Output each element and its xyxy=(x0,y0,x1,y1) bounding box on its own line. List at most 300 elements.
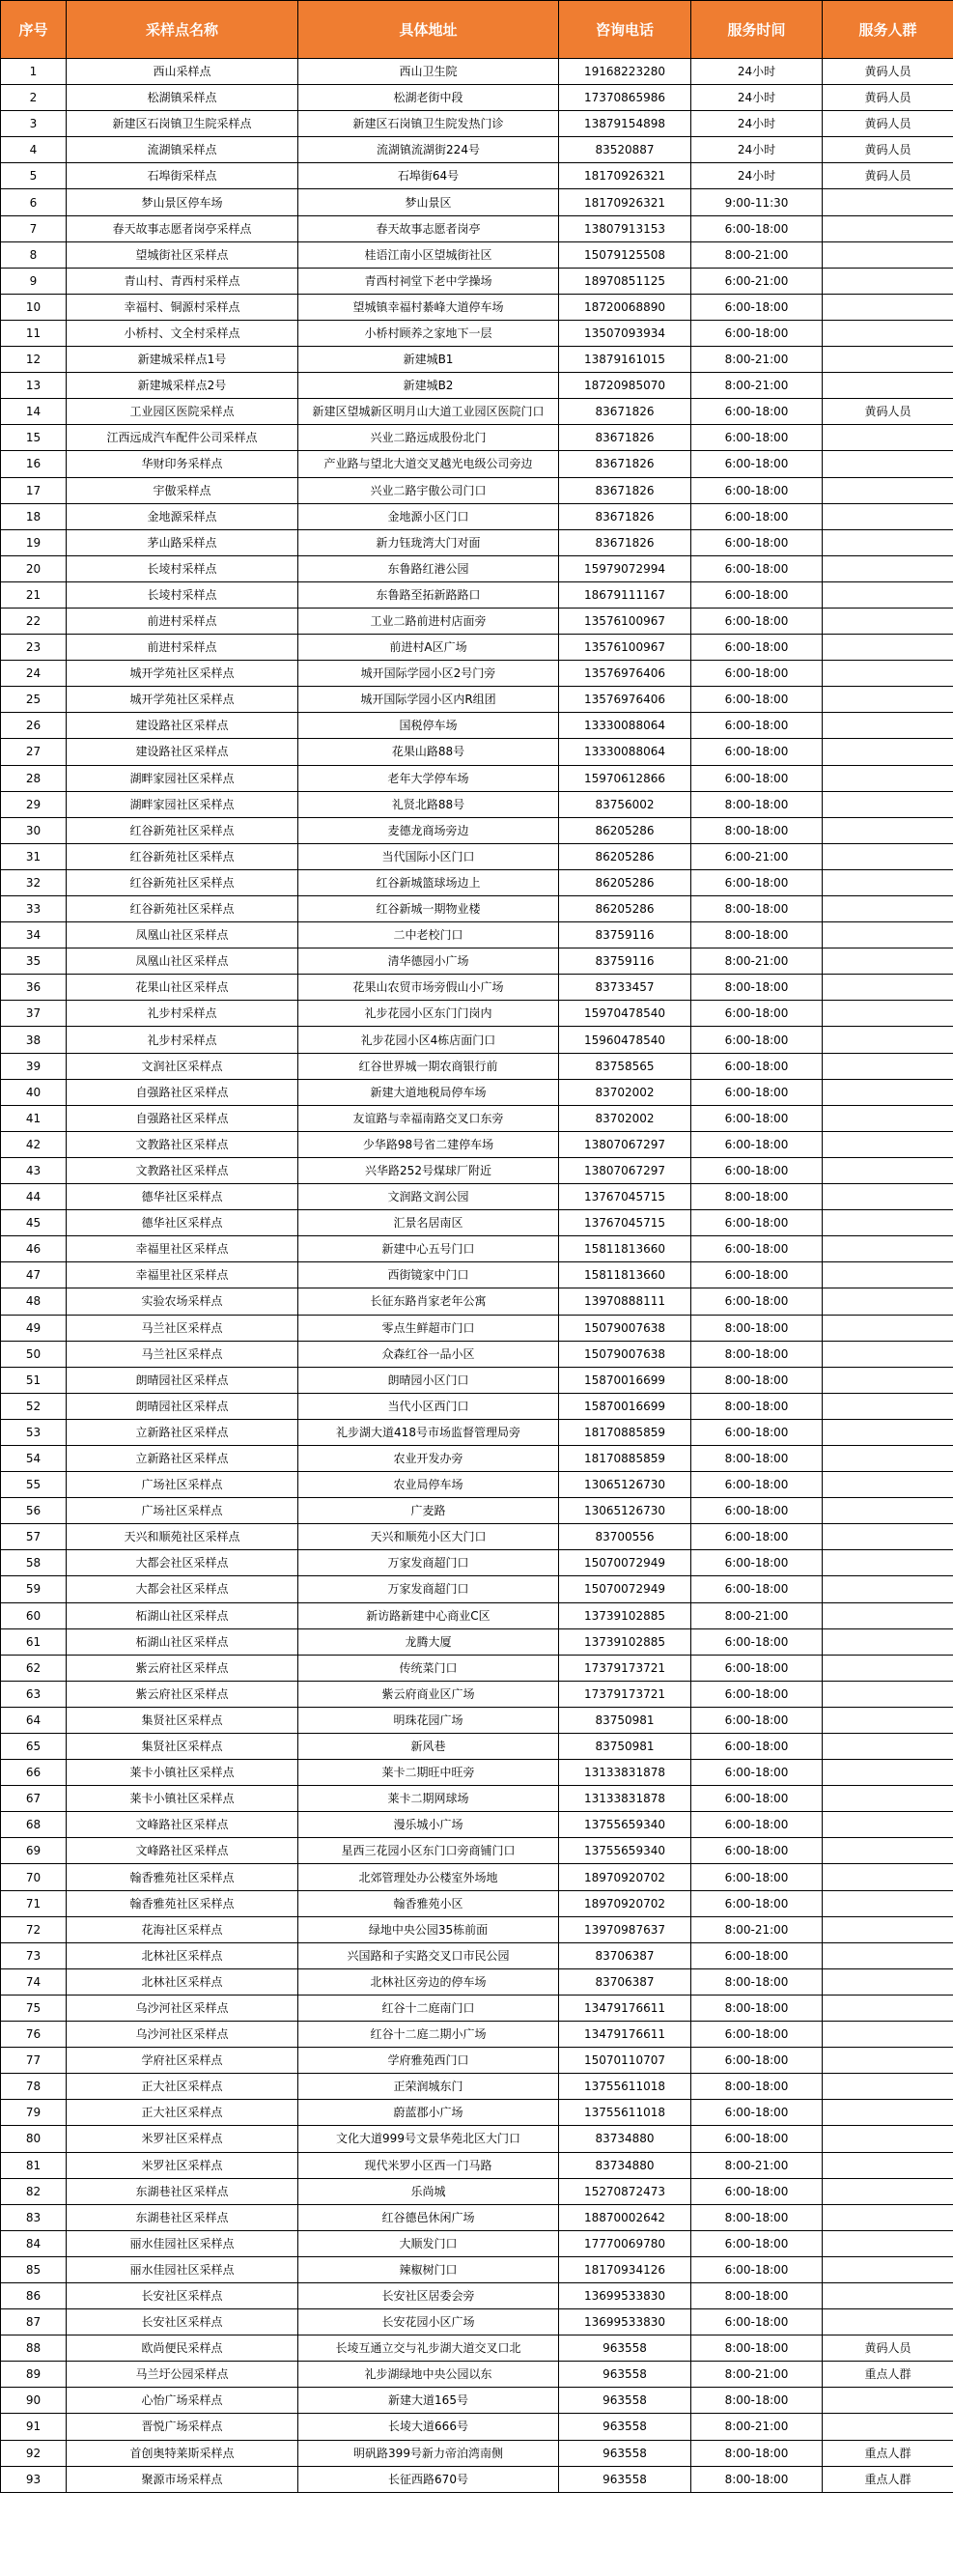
cell-address: 西山卫生院 xyxy=(298,59,559,85)
table-row xyxy=(1,1288,953,1315)
cell-service-hours: 8:00-21:00 xyxy=(691,2152,823,2178)
cell-service-group xyxy=(823,1864,953,1890)
cell-service-group xyxy=(823,1210,953,1236)
cell-service-group xyxy=(823,1498,953,1524)
cell-phone: 83706387 xyxy=(559,1942,691,1968)
cell-service-hours: 6:00-18:00 xyxy=(691,869,823,895)
cell-address: 长安花园小区广场 xyxy=(298,2309,559,2335)
cell-service-group xyxy=(823,1341,953,1367)
cell-service-hours: 8:00-21:00 xyxy=(691,373,823,399)
cell-index: 72 xyxy=(1,1916,67,1942)
cell-index: 55 xyxy=(1,1472,67,1498)
table-row xyxy=(1,1157,953,1183)
cell-phone: 13879154898 xyxy=(559,111,691,137)
cell-address: 广麦路 xyxy=(298,1498,559,1524)
cell-address: 桂语江南小区望城街社区 xyxy=(298,241,559,268)
cell-site-name: 春天故事志愿者岗亭采样点 xyxy=(67,215,298,241)
cell-service-group xyxy=(823,1602,953,1628)
cell-index: 78 xyxy=(1,2074,67,2100)
cell-phone: 13065126730 xyxy=(559,1472,691,1498)
cell-address: 兴业二路远成股份北门 xyxy=(298,425,559,451)
cell-phone: 963558 xyxy=(559,2414,691,2440)
cell-service-group: 黄码人员 xyxy=(823,137,953,163)
cell-site-name: 幸福村、铜源村采样点 xyxy=(67,294,298,320)
cell-site-name: 石埠街采样点 xyxy=(67,163,298,189)
cell-index: 20 xyxy=(1,555,67,581)
cell-service-group xyxy=(823,1995,953,2021)
cell-phone: 17370865986 xyxy=(559,85,691,111)
cell-address: 红谷新城篮球场边上 xyxy=(298,869,559,895)
cell-address: 长堎大道666号 xyxy=(298,2414,559,2440)
cell-service-group xyxy=(823,1236,953,1262)
cell-service-group xyxy=(823,661,953,687)
table-row xyxy=(1,111,953,137)
cell-index: 70 xyxy=(1,1864,67,1890)
cell-site-name: 幸福里社区采样点 xyxy=(67,1236,298,1262)
cell-index: 46 xyxy=(1,1236,67,1262)
cell-service-hours: 6:00-18:00 xyxy=(691,1942,823,1968)
table-row xyxy=(1,2126,953,2152)
cell-phone: 86205286 xyxy=(559,869,691,895)
cell-service-group xyxy=(823,2126,953,2152)
cell-phone: 13767045715 xyxy=(559,1210,691,1236)
cell-phone: 15079125508 xyxy=(559,241,691,268)
cell-address: 国税停车场 xyxy=(298,713,559,739)
header-service-group: 服务人群 xyxy=(823,1,953,59)
table-row xyxy=(1,2388,953,2414)
cell-site-name: 工业园区医院采样点 xyxy=(67,399,298,425)
cell-address: 北郊管理处办公楼室外场地 xyxy=(298,1864,559,1890)
table-row xyxy=(1,2178,953,2204)
cell-service-hours: 8:00-18:00 xyxy=(691,1393,823,1419)
cell-service-group xyxy=(823,843,953,869)
cell-service-hours: 8:00-21:00 xyxy=(691,2362,823,2388)
cell-address: 文化大道999号文景华苑北区大门口 xyxy=(298,2126,559,2152)
cell-index: 8 xyxy=(1,241,67,268)
cell-phone: 83750981 xyxy=(559,1734,691,1760)
table-row xyxy=(1,713,953,739)
table-row xyxy=(1,1968,953,1995)
cell-address: 西街镜家中门口 xyxy=(298,1262,559,1288)
table-row xyxy=(1,137,953,163)
cell-service-hours: 6:00-18:00 xyxy=(691,1472,823,1498)
cell-service-group xyxy=(823,635,953,661)
cell-phone: 18170885859 xyxy=(559,1419,691,1445)
cell-service-hours: 6:00-18:00 xyxy=(691,320,823,346)
cell-index: 44 xyxy=(1,1184,67,1210)
cell-service-group: 黄码人员 xyxy=(823,59,953,85)
cell-service-group xyxy=(823,687,953,713)
cell-service-group: 重点人群 xyxy=(823,2466,953,2492)
cell-index: 5 xyxy=(1,163,67,189)
cell-service-hours: 6:00-18:00 xyxy=(691,529,823,555)
cell-index: 36 xyxy=(1,975,67,1001)
table-row xyxy=(1,1812,953,1838)
cell-phone: 17379173721 xyxy=(559,1655,691,1681)
cell-site-name: 大都会社区采样点 xyxy=(67,1550,298,1576)
table-row xyxy=(1,791,953,817)
cell-service-group xyxy=(823,2414,953,2440)
cell-address: 红谷新城一期物业楼 xyxy=(298,896,559,922)
cell-phone: 15079007638 xyxy=(559,1315,691,1341)
cell-service-hours: 6:00-18:00 xyxy=(691,1760,823,1786)
cell-address: 礼步湖绿地中央公园以东 xyxy=(298,2362,559,2388)
cell-index: 59 xyxy=(1,1576,67,1602)
cell-index: 77 xyxy=(1,2048,67,2074)
cell-service-hours: 6:00-18:00 xyxy=(691,687,823,713)
table-row xyxy=(1,2100,953,2126)
table-row xyxy=(1,59,953,85)
cell-address: 友谊路与幸福南路交叉口东旁 xyxy=(298,1105,559,1131)
cell-index: 39 xyxy=(1,1053,67,1079)
cell-service-hours: 6:00-18:00 xyxy=(691,2100,823,2126)
cell-phone: 13479176611 xyxy=(559,1995,691,2021)
cell-index: 37 xyxy=(1,1001,67,1027)
cell-site-name: 聚源市场采样点 xyxy=(67,2466,298,2492)
cell-service-hours: 6:00-18:00 xyxy=(691,555,823,581)
cell-site-name: 新建城采样点1号 xyxy=(67,347,298,373)
cell-service-group xyxy=(823,2309,953,2335)
cell-site-name: 青山村、青西村采样点 xyxy=(67,268,298,294)
cell-address: 花果山农贸市场旁假山小广场 xyxy=(298,975,559,1001)
cell-phone: 18870002642 xyxy=(559,2204,691,2230)
cell-service-hours: 6:00-18:00 xyxy=(691,661,823,687)
cell-index: 11 xyxy=(1,320,67,346)
cell-service-group xyxy=(823,529,953,555)
cell-service-hours: 6:00-18:00 xyxy=(691,1812,823,1838)
cell-service-hours: 6:00-18:00 xyxy=(691,2048,823,2074)
cell-site-name: 花海社区采样点 xyxy=(67,1916,298,1942)
cell-address: 花果山路88号 xyxy=(298,739,559,765)
cell-address: 长安社区居委会旁 xyxy=(298,2282,559,2308)
cell-site-name: 紫云府社区采样点 xyxy=(67,1655,298,1681)
cell-site-name: 望城街社区采样点 xyxy=(67,241,298,268)
cell-service-hours: 8:00-18:00 xyxy=(691,1968,823,1995)
cell-service-hours: 6:00-18:00 xyxy=(691,1001,823,1027)
table-row xyxy=(1,1262,953,1288)
cell-index: 54 xyxy=(1,1445,67,1471)
cell-address: 兴业二路宇傲公司门口 xyxy=(298,477,559,503)
cell-index: 75 xyxy=(1,1995,67,2021)
cell-phone: 83734880 xyxy=(559,2126,691,2152)
cell-site-name: 自强路社区采样点 xyxy=(67,1105,298,1131)
cell-service-hours: 6:00-18:00 xyxy=(691,1236,823,1262)
cell-index: 43 xyxy=(1,1157,67,1183)
cell-phone: 13879161015 xyxy=(559,347,691,373)
cell-index: 41 xyxy=(1,1105,67,1131)
cell-service-hours: 6:00-18:00 xyxy=(691,215,823,241)
cell-index: 63 xyxy=(1,1681,67,1707)
table-row xyxy=(1,1550,953,1576)
cell-phone: 83702002 xyxy=(559,1079,691,1105)
cell-address: 万家发商超门口 xyxy=(298,1576,559,1602)
cell-address: 北林社区旁边的停车场 xyxy=(298,1968,559,1995)
table-row xyxy=(1,1079,953,1105)
cell-index: 34 xyxy=(1,922,67,948)
cell-service-hours: 6:00-18:00 xyxy=(691,1210,823,1236)
cell-site-name: 心怡广场采样点 xyxy=(67,2388,298,2414)
cell-phone: 13755659340 xyxy=(559,1838,691,1864)
cell-service-group: 黄码人员 xyxy=(823,85,953,111)
cell-index: 28 xyxy=(1,765,67,791)
cell-address: 紫云府商业区广场 xyxy=(298,1681,559,1707)
cell-site-name: 立新路社区采样点 xyxy=(67,1445,298,1471)
table-row xyxy=(1,817,953,843)
cell-site-name: 长安社区采样点 xyxy=(67,2282,298,2308)
cell-index: 87 xyxy=(1,2309,67,2335)
cell-address: 礼步花园小区东门门岗内 xyxy=(298,1001,559,1027)
cell-phone: 13755659340 xyxy=(559,1812,691,1838)
cell-service-group xyxy=(823,215,953,241)
cell-address: 红谷十二庭二期小广场 xyxy=(298,2022,559,2048)
cell-site-name: 花果山社区采样点 xyxy=(67,975,298,1001)
cell-service-hours: 6:00-18:00 xyxy=(691,581,823,608)
cell-site-name: 马兰圩公园采样点 xyxy=(67,2362,298,2388)
cell-site-name: 新建城采样点2号 xyxy=(67,373,298,399)
table-row xyxy=(1,399,953,425)
cell-phone: 15811813660 xyxy=(559,1236,691,1262)
cell-phone: 13767045715 xyxy=(559,1184,691,1210)
cell-address: 松湖老街中段 xyxy=(298,85,559,111)
cell-index: 92 xyxy=(1,2440,67,2466)
cell-service-group xyxy=(823,1838,953,1864)
cell-index: 12 xyxy=(1,347,67,373)
cell-address: 工业二路前进村店面旁 xyxy=(298,608,559,634)
cell-service-group xyxy=(823,1550,953,1576)
cell-service-hours: 6:00-21:00 xyxy=(691,843,823,869)
cell-address: 新风巷 xyxy=(298,1734,559,1760)
table-header xyxy=(1,1,953,59)
cell-service-group xyxy=(823,425,953,451)
cell-site-name: 建设路社区采样点 xyxy=(67,713,298,739)
cell-address: 众森红谷一品小区 xyxy=(298,1341,559,1367)
cell-service-group xyxy=(823,294,953,320)
cell-index: 25 xyxy=(1,687,67,713)
cell-site-name: 前进村采样点 xyxy=(67,635,298,661)
cell-service-group xyxy=(823,581,953,608)
cell-address: 学府雅苑西门口 xyxy=(298,2048,559,2074)
cell-service-group xyxy=(823,451,953,477)
cell-service-group xyxy=(823,1157,953,1183)
cell-phone: 15870016699 xyxy=(559,1393,691,1419)
cell-address: 清华德园小广场 xyxy=(298,948,559,975)
cell-address: 红谷世界城一期农商银行前 xyxy=(298,1053,559,1079)
cell-site-name: 礼步村采样点 xyxy=(67,1001,298,1027)
cell-phone: 15070072949 xyxy=(559,1576,691,1602)
cell-site-name: 文教路社区采样点 xyxy=(67,1131,298,1157)
cell-index: 64 xyxy=(1,1707,67,1733)
cell-index: 49 xyxy=(1,1315,67,1341)
cell-service-hours: 6:00-18:00 xyxy=(691,1576,823,1602)
cell-service-group xyxy=(823,1942,953,1968)
cell-phone: 13739102885 xyxy=(559,1628,691,1655)
cell-index: 7 xyxy=(1,215,67,241)
cell-site-name: 长堎村采样点 xyxy=(67,555,298,581)
cell-site-name: 文峰路社区采样点 xyxy=(67,1838,298,1864)
cell-service-group xyxy=(823,189,953,215)
cell-phone: 83671826 xyxy=(559,425,691,451)
cell-service-hours: 8:00-21:00 xyxy=(691,2414,823,2440)
cell-phone: 15270872473 xyxy=(559,2178,691,2204)
table-row xyxy=(1,1864,953,1890)
cell-index: 19 xyxy=(1,529,67,555)
cell-phone: 963558 xyxy=(559,2362,691,2388)
table-row xyxy=(1,2440,953,2466)
table-row xyxy=(1,503,953,529)
cell-service-hours: 24小时 xyxy=(691,59,823,85)
cell-index: 29 xyxy=(1,791,67,817)
cell-service-hours: 8:00-18:00 xyxy=(691,2204,823,2230)
cell-service-group xyxy=(823,268,953,294)
cell-address: 春天故事志愿者岗亭 xyxy=(298,215,559,241)
table-row xyxy=(1,1838,953,1864)
table-row xyxy=(1,555,953,581)
cell-address: 辣椒树门口 xyxy=(298,2256,559,2282)
cell-site-name: 湖畔家园社区采样点 xyxy=(67,791,298,817)
cell-service-hours: 6:00-18:00 xyxy=(691,1131,823,1157)
cell-service-group xyxy=(823,1105,953,1131)
cell-service-group xyxy=(823,1734,953,1760)
cell-service-hours: 8:00-18:00 xyxy=(691,896,823,922)
cell-phone: 13970987637 xyxy=(559,1916,691,1942)
cell-address: 乐尚城 xyxy=(298,2178,559,2204)
cell-site-name: 米罗社区采样点 xyxy=(67,2152,298,2178)
cell-phone: 13807067297 xyxy=(559,1157,691,1183)
cell-service-group xyxy=(823,1681,953,1707)
cell-address: 朗晴园小区门口 xyxy=(298,1367,559,1393)
table-row xyxy=(1,1602,953,1628)
cell-service-group xyxy=(823,922,953,948)
cell-address: 天兴和顺苑小区大门口 xyxy=(298,1524,559,1550)
cell-service-hours: 8:00-18:00 xyxy=(691,975,823,1001)
table-row xyxy=(1,1916,953,1942)
cell-address: 新建区望城新区明月山大道工业园区医院门口 xyxy=(298,399,559,425)
table-row xyxy=(1,1707,953,1733)
table-row xyxy=(1,1760,953,1786)
table-row xyxy=(1,2466,953,2492)
cell-address: 万家发商超门口 xyxy=(298,1550,559,1576)
cell-site-name: 丽水佳园社区采样点 xyxy=(67,2256,298,2282)
cell-index: 14 xyxy=(1,399,67,425)
table-row xyxy=(1,425,953,451)
cell-index: 48 xyxy=(1,1288,67,1315)
cell-index: 69 xyxy=(1,1838,67,1864)
cell-index: 45 xyxy=(1,1210,67,1236)
cell-service-hours: 6:00-18:00 xyxy=(691,294,823,320)
cell-phone: 83671826 xyxy=(559,503,691,529)
cell-service-hours: 9:00-11:30 xyxy=(691,189,823,215)
cell-address: 现代米罗小区西一门马路 xyxy=(298,2152,559,2178)
cell-service-hours: 8:00-21:00 xyxy=(691,1916,823,1942)
table-row xyxy=(1,1105,953,1131)
cell-service-group xyxy=(823,373,953,399)
cell-site-name: 广场社区采样点 xyxy=(67,1498,298,1524)
cell-service-group xyxy=(823,2048,953,2074)
cell-index: 86 xyxy=(1,2282,67,2308)
cell-index: 53 xyxy=(1,1419,67,1445)
cell-phone: 15811813660 xyxy=(559,1262,691,1288)
cell-service-group: 黄码人员 xyxy=(823,2335,953,2362)
cell-index: 61 xyxy=(1,1628,67,1655)
table-row xyxy=(1,2230,953,2256)
cell-service-hours: 6:00-18:00 xyxy=(691,1786,823,1812)
cell-service-group xyxy=(823,1053,953,1079)
header-service-hours: 服务时间 xyxy=(691,1,823,59)
cell-service-hours: 8:00-18:00 xyxy=(691,1445,823,1471)
cell-site-name: 红谷新苑社区采样点 xyxy=(67,896,298,922)
cell-address: 少华路98号省二建停车场 xyxy=(298,1131,559,1157)
cell-phone: 83759116 xyxy=(559,922,691,948)
cell-site-name: 马兰社区采样点 xyxy=(67,1315,298,1341)
cell-index: 51 xyxy=(1,1367,67,1393)
cell-service-hours: 6:00-18:00 xyxy=(691,1288,823,1315)
cell-service-hours: 8:00-18:00 xyxy=(691,1995,823,2021)
cell-service-group xyxy=(823,739,953,765)
cell-site-name: 金地源采样点 xyxy=(67,503,298,529)
cell-index: 90 xyxy=(1,2388,67,2414)
cell-address: 红谷德邑休闲广场 xyxy=(298,2204,559,2230)
cell-service-group xyxy=(823,1367,953,1393)
cell-site-name: 红谷新苑社区采样点 xyxy=(67,869,298,895)
cell-phone: 963558 xyxy=(559,2388,691,2414)
table-row xyxy=(1,2152,953,2178)
cell-address: 产业路与望北大道交叉越光电级公司旁边 xyxy=(298,451,559,477)
table-row xyxy=(1,529,953,555)
cell-site-name: 晋悦广场采样点 xyxy=(67,2414,298,2440)
cell-service-group xyxy=(823,1445,953,1471)
cell-service-hours: 8:00-18:00 xyxy=(691,2466,823,2492)
cell-site-name: 首创奥特莱斯采样点 xyxy=(67,2440,298,2466)
cell-index: 21 xyxy=(1,581,67,608)
cell-address: 正荣润城东门 xyxy=(298,2074,559,2100)
cell-phone: 13807913153 xyxy=(559,215,691,241)
cell-site-name: 凤凰山社区采样点 xyxy=(67,948,298,975)
table-row xyxy=(1,1576,953,1602)
cell-site-name: 小桥村、文全村采样点 xyxy=(67,320,298,346)
cell-address: 新建城B1 xyxy=(298,347,559,373)
cell-phone: 15970612866 xyxy=(559,765,691,791)
cell-service-group xyxy=(823,896,953,922)
cell-index: 40 xyxy=(1,1079,67,1105)
cell-service-group xyxy=(823,791,953,817)
cell-phone: 83700556 xyxy=(559,1524,691,1550)
cell-service-group xyxy=(823,320,953,346)
cell-address: 东鲁路至拓新路路口 xyxy=(298,581,559,608)
cell-address: 长堎互通立交与礼步湖大道交叉口北 xyxy=(298,2335,559,2362)
cell-phone: 13699533830 xyxy=(559,2309,691,2335)
cell-site-name: 长安社区采样点 xyxy=(67,2309,298,2335)
cell-phone: 17379173721 xyxy=(559,1681,691,1707)
cell-phone: 83671826 xyxy=(559,477,691,503)
cell-site-name: 莱卡小镇社区采样点 xyxy=(67,1786,298,1812)
cell-site-name: 前进村采样点 xyxy=(67,608,298,634)
cell-index: 89 xyxy=(1,2362,67,2388)
table-row xyxy=(1,843,953,869)
cell-phone: 83733457 xyxy=(559,975,691,1001)
cell-site-name: 实验农场采样点 xyxy=(67,1288,298,1315)
cell-phone: 18679111167 xyxy=(559,581,691,608)
cell-address: 翰香雅苑小区 xyxy=(298,1890,559,1916)
table-row xyxy=(1,975,953,1001)
cell-phone: 83759116 xyxy=(559,948,691,975)
cell-index: 84 xyxy=(1,2230,67,2256)
cell-index: 42 xyxy=(1,1131,67,1157)
cell-service-hours: 6:00-18:00 xyxy=(691,1498,823,1524)
table-row xyxy=(1,1393,953,1419)
cell-service-group xyxy=(823,1760,953,1786)
table-row xyxy=(1,948,953,975)
cell-service-group xyxy=(823,2022,953,2048)
